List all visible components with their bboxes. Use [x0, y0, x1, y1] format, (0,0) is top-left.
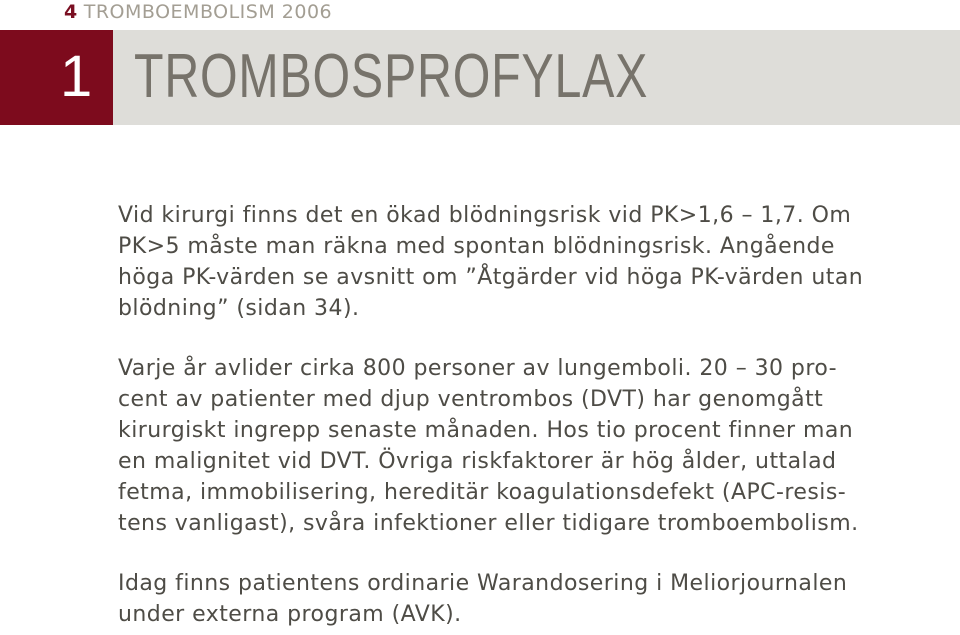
text-line: PK>5 måste man räkna med spontan blödningsrisk. Angående	[118, 234, 835, 259]
text-line: under externa program (AVK).	[118, 602, 462, 627]
page-number: 4	[64, 1, 78, 23]
chapter-number-box	[0, 30, 113, 125]
running-title: TROMBOEMBOLISM 2006	[83, 1, 333, 23]
text-line: Varje år avlider cirka 800 personer av lungemboli. 20 – 30 pro-	[118, 356, 838, 381]
chapter-title: TROMBOSPROFYLAX	[134, 42, 649, 111]
text-line: tens vanligast), svåra infektioner eller tidigare tromboembolism.	[118, 511, 859, 536]
running-header	[64, 0, 332, 24]
text-line: fetma, immobilisering, hereditär koagulationsdefekt (APC-resis-	[118, 480, 847, 505]
chapter-heading-band	[0, 30, 960, 125]
text-line: Vid kirurgi finns det en ökad blödningsrisk vid PK>1,6 – 1,7. Om	[118, 203, 852, 228]
text-line: cent av patienter med djup ventrombos (DVT) har genomgått	[118, 387, 824, 412]
text-line: Idag finns patientens ordinarie Warandosering i Meliorjournalen	[118, 571, 848, 596]
text-line: kirurgiskt ingrepp senaste månaden. Hos tio procent finner man	[118, 418, 854, 443]
text-line: blödning” (sidan 34).	[118, 296, 360, 321]
paragraph-3	[118, 568, 908, 630]
text-line: höga PK-värden se avsnitt om ”Åtgärder vid höga PK-värden utan	[118, 265, 864, 290]
body-text	[118, 200, 908, 635]
text-line: en malignitet vid DVT. Övriga riskfaktorer är hög ålder, uttalad	[118, 449, 837, 474]
paragraph-1	[118, 200, 908, 324]
paragraph-2	[118, 353, 908, 539]
chapter-number: 1	[60, 44, 93, 109]
